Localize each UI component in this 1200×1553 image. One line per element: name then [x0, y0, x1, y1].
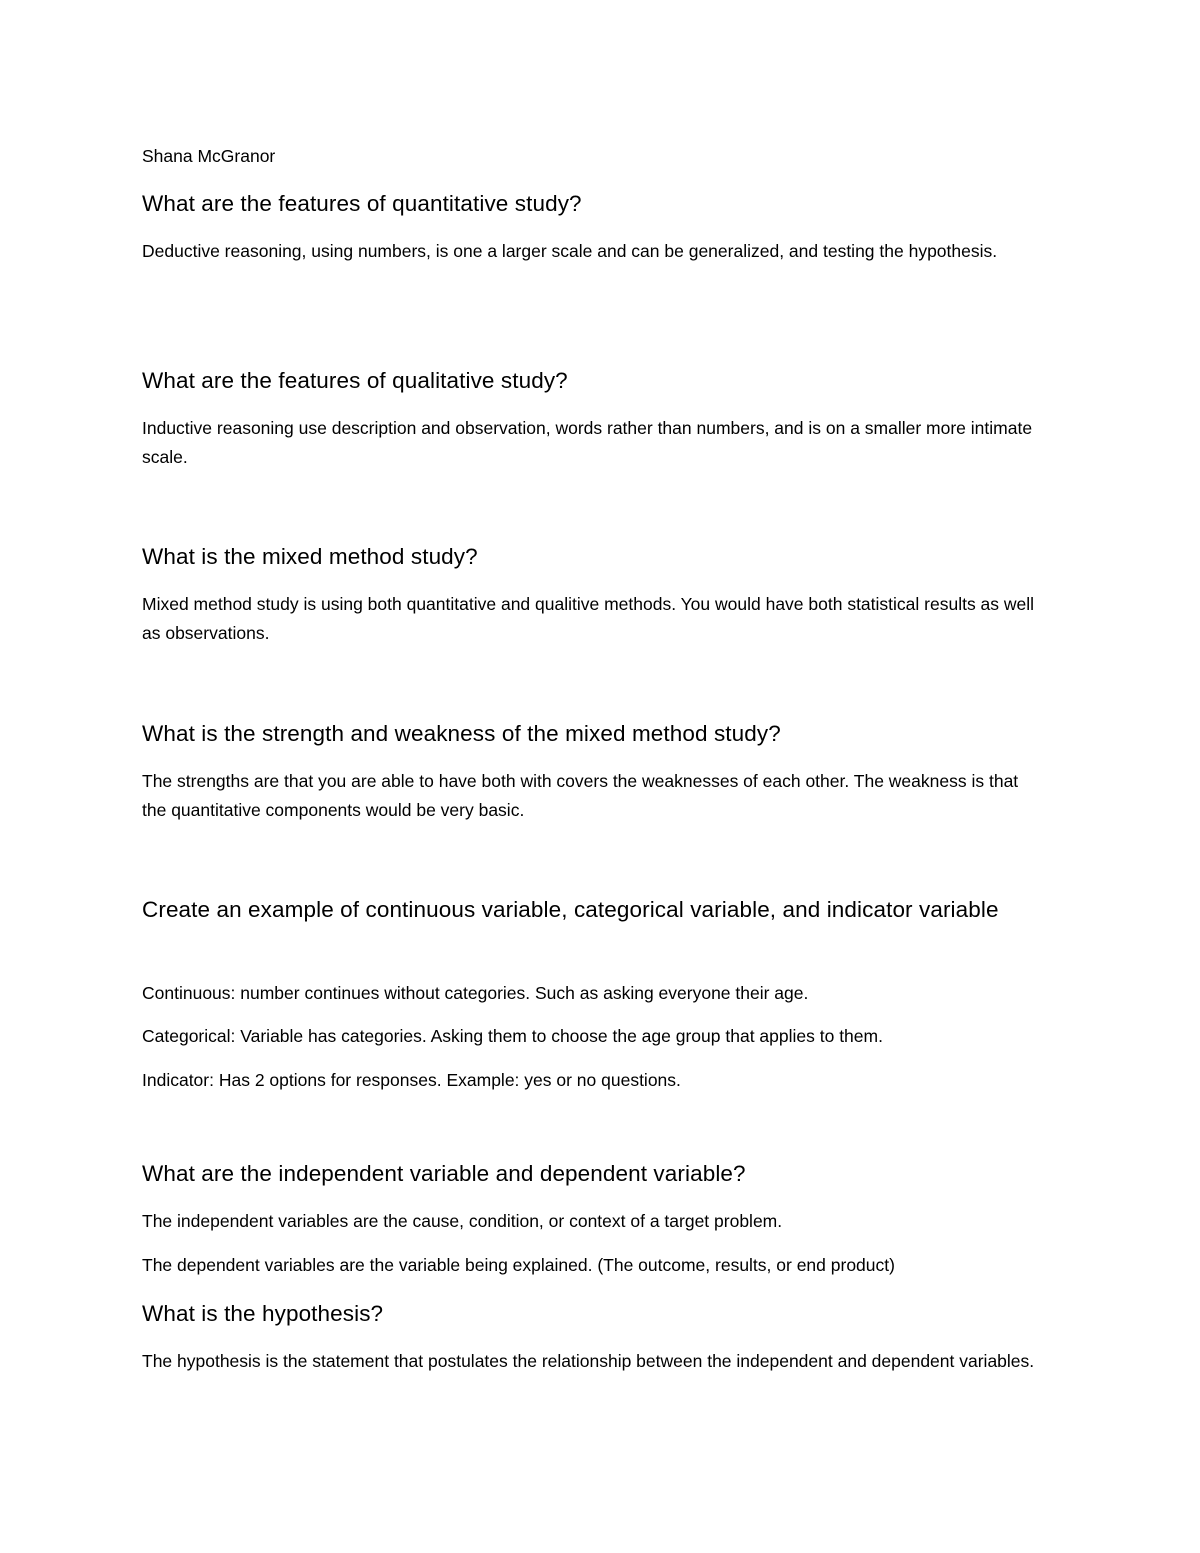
answer-paragraph: The independent variables are the cause, condition, or context of a target problem. [142, 1211, 783, 1231]
answer-paragraph: Deductive reasoning, using numbers, is one a larger scale and can be generalized, and testing the hypothesis. [142, 241, 998, 261]
answer-paragraph: Continuous: number continues without categories. Such as asking everyone their age. [142, 983, 809, 1003]
answer-paragraph: The strengths are that you are able to have both with covers the weaknesses of each other. The weakness is that the quantitative components would be very basic. [142, 771, 1019, 820]
question-heading: What are the features of quantitative study? [142, 191, 582, 216]
question-heading: Create an example of continuous variable, categorical variable, and indicator variable [142, 897, 999, 922]
answer-paragraph: Indicator: Has 2 options for responses. Example: yes or no questions. [142, 1070, 681, 1090]
author-name: Shana McGranor [142, 146, 276, 166]
question-heading: What is the hypothesis? [142, 1301, 384, 1326]
question-heading: What are the independent variable and dependent variable? [142, 1161, 746, 1186]
answer-paragraph: The dependent variables are the variable being explained. (The outcome, results, or end product) [142, 1255, 895, 1275]
question-heading: What is the strength and weakness of the mixed method study? [142, 721, 781, 746]
answer-paragraph: Mixed method study is using both quantitative and qualitive methods. You would have both statistical results as well as observations. [142, 594, 1035, 643]
answer-paragraph: Categorical: Variable has categories. Asking them to choose the age group that applies to them. [142, 1026, 883, 1046]
question-heading: What is the mixed method study? [142, 544, 478, 569]
answer-paragraph: The hypothesis is the statement that postulates the relationship between the independent and dependent variables. [142, 1351, 1035, 1371]
answer-paragraph: Inductive reasoning use description and observation, words rather than numbers, and is on a smaller more intimate scale. [142, 418, 1033, 467]
question-heading: What are the features of qualitative study? [142, 368, 568, 393]
